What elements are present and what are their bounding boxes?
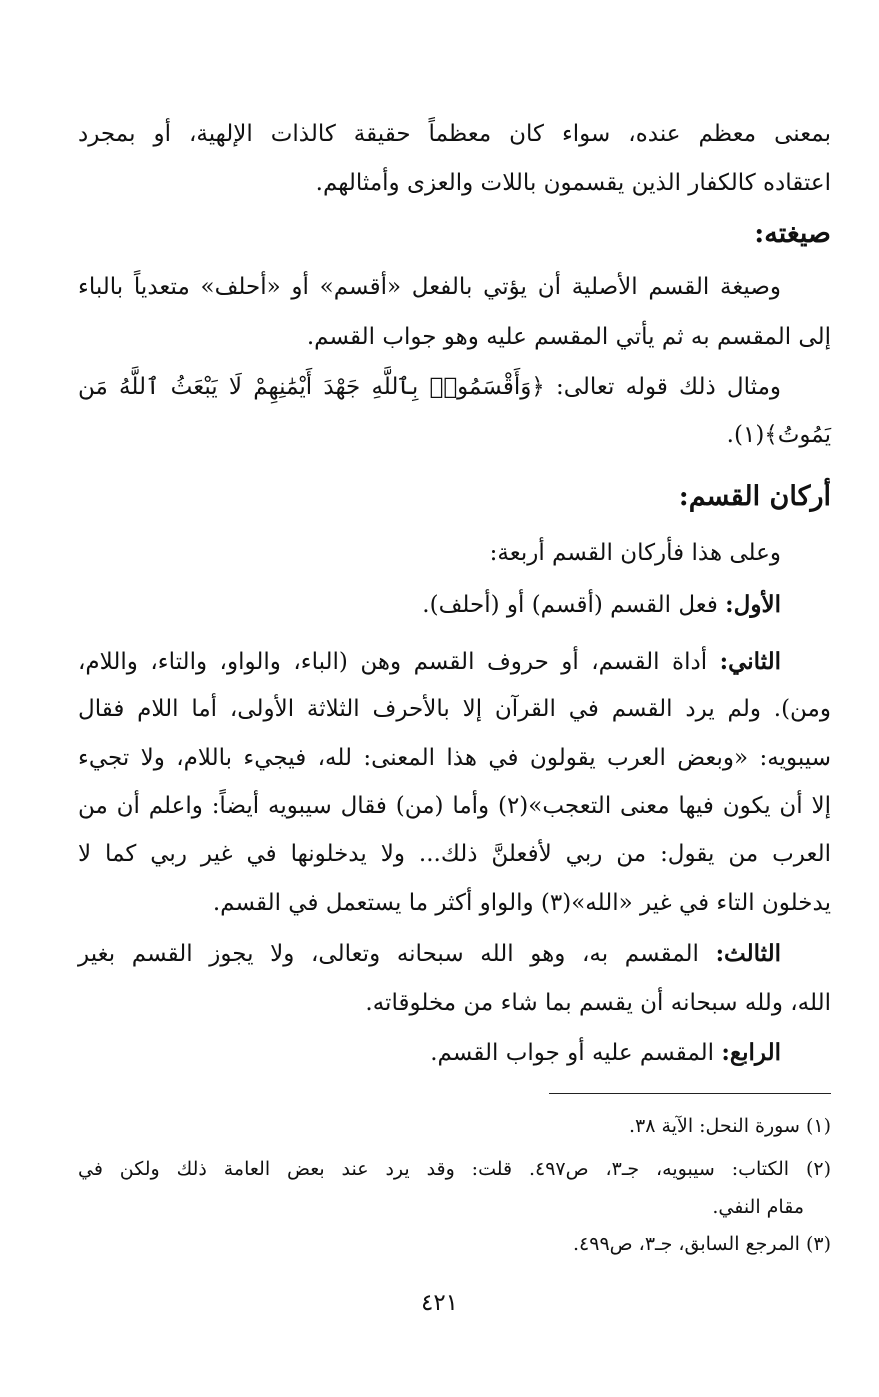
section-heading-sigha: صيغته: <box>754 218 831 249</box>
pillar-second <box>78 645 781 679</box>
pillar-fourth <box>78 1036 781 1070</box>
body-line: سيبويه: «وبعض العرب يقولون في هذا المعنى: لله، فيجيء باللام، ولا تجيء <box>78 745 831 771</box>
body-line: وعلى هذا فأركان القسم أربعة: <box>489 540 781 566</box>
footnote-3: (٣) المرجع السابق، جـ٣، ص٤٩٩. <box>573 1233 831 1255</box>
pillar-label: الثالث: <box>715 940 781 967</box>
quran-verse-line: يَمُوتُ﴾(١). <box>726 422 831 448</box>
body-line: إلى المقسم به ثم يأتي المقسم عليه وهو جواب القسم. <box>306 324 831 350</box>
body-line: يدخلون التاء في غير «الله»(٣) والواو أكثر ما يستعمل في القسم. <box>212 890 831 916</box>
pillar-text: أداة القسم، أو حروف القسم وهن (الباء، والواو، والتاء، واللام، <box>78 649 720 675</box>
page-number: ٤٢١ <box>420 1290 459 1316</box>
body-line: الله، ولله سبحانه أن يقسم بما شاء من مخلوقاته. <box>365 990 831 1016</box>
quran-verse-line: ومثال ذلك قوله تعالى: ﴿وَأَقْسَمُوا۟ بِٱللَّهِ جَهْدَ أَيْمَٰنِهِمْ لَا يَبْعَثُ ٱللَّهُ مَن <box>78 374 781 400</box>
body-line: ومن). ولم يرد القسم في القرآن إلا بالأحرف الثلاثة الأولى، أما اللام فقال <box>78 696 831 722</box>
section-heading-arkan: أركان القسم: <box>678 481 831 512</box>
pillar-text: المقسم عليه أو جواب القسم. <box>430 1040 722 1066</box>
footnote-separator <box>549 1093 831 1094</box>
body-line: إلا أن يكون فيها معنى التعجب»(٢) وأما (من) فقال سيبويه أيضاً: واعلم أن من <box>78 793 832 819</box>
pillar-third <box>78 937 781 971</box>
footnote-1: (١) سورة النحل: الآية ٣٨. <box>629 1115 831 1137</box>
body-line: وصيغة القسم الأصلية أن يؤتي بالفعل «أقسم» أو «أحلف» متعدياً بالباء <box>78 274 781 300</box>
pillar-label: الأول: <box>725 591 781 618</box>
pillar-label: الثاني: <box>719 648 781 675</box>
pillar-label: الرابع: <box>721 1039 781 1066</box>
body-line: بمعنى معظم عنده، سواء كان معظماً حقيقة كالذات الإلهية، أو بمجرد <box>78 121 831 147</box>
pillar-first <box>78 588 781 622</box>
body-line: اعتقاده كالكفار الذين يقسمون باللات والعزى وأمثالهم. <box>315 170 831 196</box>
pillar-text: المقسم به، وهو الله سبحانه وتعالى، ولا يجوز القسم بغير <box>78 941 716 967</box>
footnote-2-continued: مقام النفي. <box>712 1196 804 1218</box>
body-line: العرب من يقول: من ربي لأفعلنَّ ذلك... ولا يدخلونها في غير ربي كما لا <box>78 841 831 867</box>
footnote-2: (٢) الكتاب: سيبويه، جـ٣، ص٤٩٧. قلت: وقد يرد عند بعض العامة ذلك ولكن في <box>78 1158 831 1180</box>
pillar-text: فعل القسم (أقسم) أو (أحلف). <box>422 592 726 618</box>
